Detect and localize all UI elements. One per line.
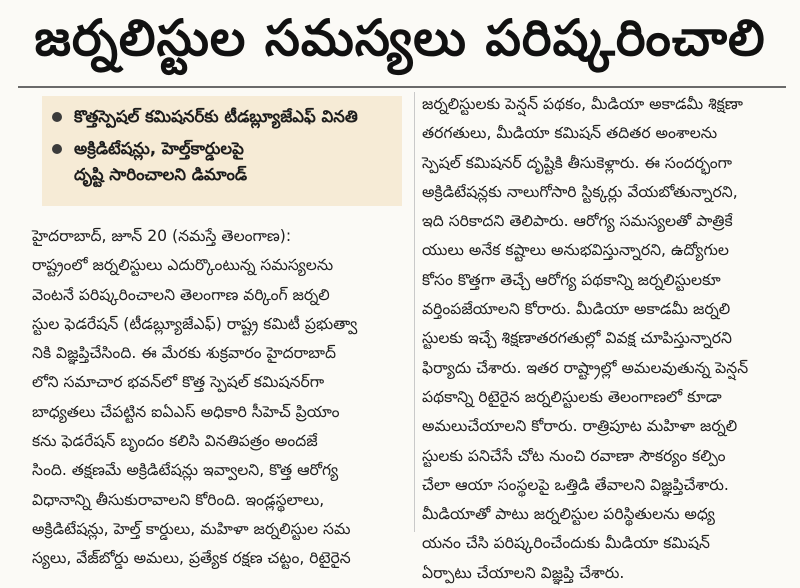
bullet-icon <box>52 144 62 154</box>
subhead-item <box>52 136 394 188</box>
subhead-box <box>42 96 402 206</box>
article-body-left-column: హైదరాబాద్, జూన్ 20 (నమస్తే తెలంగాణ): రాష్ట్రంలో జర్నలిస్టులు ఎదుర్కొంటున్న సమస్యలను వెంటనే పరిష్కరించాలని తెలంగాణ వర్కింగ్ జర్నలి స్టుల ఫెడరేషన్ (టీడబ్ల్యూజేఎఫ్) రాష్ట్ర కమిటీ ప్రభుత్వా నికి విజ్ఞప్తిచేసింది. ఈ మేరకు శుక్రవారం హైదరాబాద్ లోని సమాచార భవన్‌లో కొత్త స్పెషల్ కమిషనర్‌గా బాధ్యతలు చేపట్టిన ఐఏఎస్ అధికారి సీహెచ్ ప్రియాం కను ఫెడరేషన్ బృందం కలిసి వినతిపత్రం అందజే సింది. తక్షణమే అక్రిడిటేషన్లు ఇవ్వాలని, కొత్త ఆరోగ్య విధానాన్ని తీసుకురావాలని కోరింది. ఇండ్లస్థలాలు, అక్రిడిటేషన్లు, హెల్త్ కార్డులు, మహిళా జర్నలిస్టుల సమ స్యలు, వేజ్‌బోర్డు అమలు, ప్రత్యేక రక్షణ చట్టం, రిటైరైన <box>32 227 358 568</box>
subhead-text: అక్రిడిటేషన్లు, హెల్త్‌కార్డులపై దృష్టి సారించాలని డిమాండ్ <box>74 139 248 184</box>
bullet-icon <box>52 112 62 122</box>
headline: జర్నలిస్టుల సమస్యలు పరిష్కరించాలి <box>34 8 766 67</box>
subhead-text: కొత్తస్పెషల్ కమిషనర్‌కు టీడబ్ల్యూజేఎఫ్ వినతి <box>74 107 358 126</box>
subhead-item <box>52 104 394 130</box>
column-divider <box>414 92 415 532</box>
article-body-right-column: జర్నలిస్టులకు పెన్షన్ పథకం, మీడియా అకాడమీ శిక్షణా తరగతులు, మీడియా కమిషన్ తదితర అంశాలను స్పెషల్ కమిషనర్ దృష్టికి తీసుకెళ్లారు. ఈ సందర్భంగా అక్రిడిటేషన్లకు నాలుగోసారి స్టిక్కర్లు వేయబోతున్నారని, ఇది సరికాదని తెలిపారు. ఆరోగ్య సమస్యలతో పాత్రికే యులు అనేక కష్టాలు అనుభవిస్తున్నారని, ఉద్యోగుల కోసం కొత్తగా తెచ్చే ఆరోగ్య పథకాన్ని జర్నలిస్టులకూ వర్తింపజేయాలని కోరారు. మీడియా అకాడమీ జర్నలి స్టులకు ఇచ్చే శిక్షణాతరగతుల్లో వివక్ష చూపిస్తున్నారని ఫిర్యాదు చేశారు. ఇతర రాష్ట్రాల్లో అమలవుతున్న పెన్షన్ పథకాన్ని రిటైరైన జర్నలిస్టులకు తెలంగాణలో కూడా అమలుచేయాలని కోరారు. రాత్రిపూట మహిళా జర్నలి స్టులకు పనిచేసే చోట నుంచి రవాణా సౌకర్యం కల్పిం చేలా ఆయా సంస్థలపై ఒత్తిడి తేవాలని విజ్ఞప్తిచేశారు. మీడియాతో పాటు జర్నలిస్టుల పరిస్థితులను అధ్య యనం చేసి పరిష్కరించేందుకు మీడియా కమిషన్ ఏర్పాటు చేయాలని విజ్ఞప్తి చేశారు. <box>422 95 749 582</box>
headline-rule <box>18 86 786 88</box>
